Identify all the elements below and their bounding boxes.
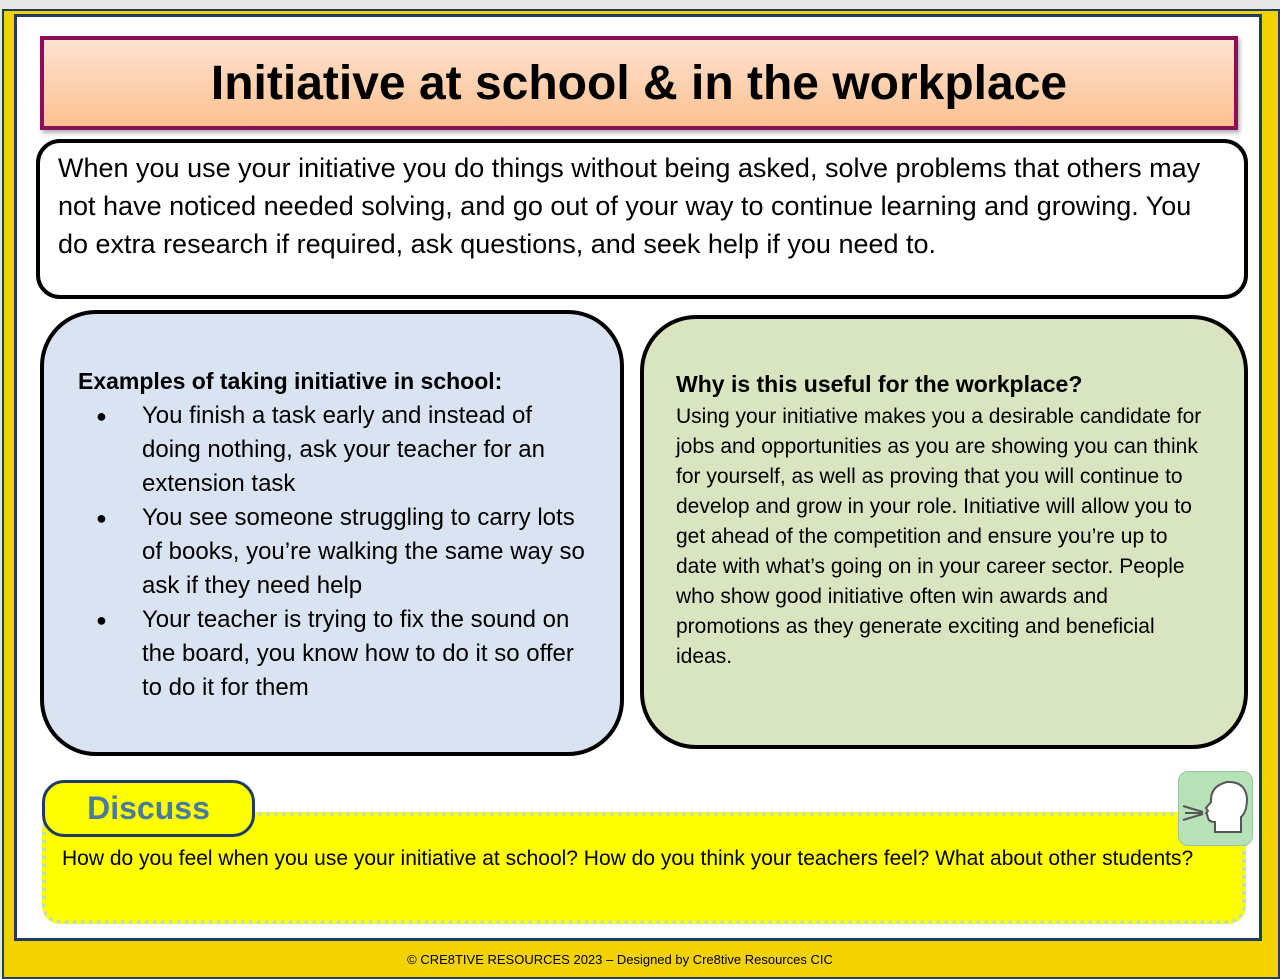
discuss-label: Discuss bbox=[42, 780, 255, 837]
school-list bbox=[78, 399, 590, 705]
list-item: ● You see someone struggling to carry lots of books, you’re walking the same way so ask if they need help bbox=[78, 501, 590, 603]
school-heading: Examples of taking initiative in school: bbox=[78, 368, 503, 394]
speaking-head-icon bbox=[1178, 771, 1253, 846]
footer-copyright: © CRE8TIVE RESOURCES 2023 – Designed by Cre8tive Resources CIC bbox=[407, 952, 833, 967]
list-item: ● You finish a task early and instead of doing nothing, ask your teacher for an extension task bbox=[78, 399, 590, 501]
workplace-heading: Why is this useful for the workplace? bbox=[676, 371, 1083, 397]
workplace-box bbox=[640, 315, 1248, 749]
school-examples-box bbox=[40, 310, 624, 756]
workplace-body: Using your initiative makes you a desirable candidate for jobs and opportunities as you are showing you can think for yourself, as well as proving that you will continue to develop and grow in your role. Initiative will allow you to get ahead of the competition and ensure you’re up to date with what’s going on in your career sector. People who show good initiative often win awards and promotions as they generate exciting and beneficial ideas. bbox=[676, 405, 1202, 668]
list-item: ● Your teacher is trying to fix the sound on the board, you know how to do it so offer to do it for them bbox=[78, 603, 590, 705]
intro-text: When you use your initiative you do things without being asked, solve problems that others may not have noticed needed solving, and go out of your way to continue learning and growing. You do extra research if required, ask questions, and seek help if you need to. bbox=[36, 139, 1248, 299]
discuss-text: How do you feel when you use your initiative at school? How do you think your teachers feel? What about other students? bbox=[62, 847, 1194, 870]
page-title: Initiative at school & in the workplace bbox=[40, 36, 1238, 130]
